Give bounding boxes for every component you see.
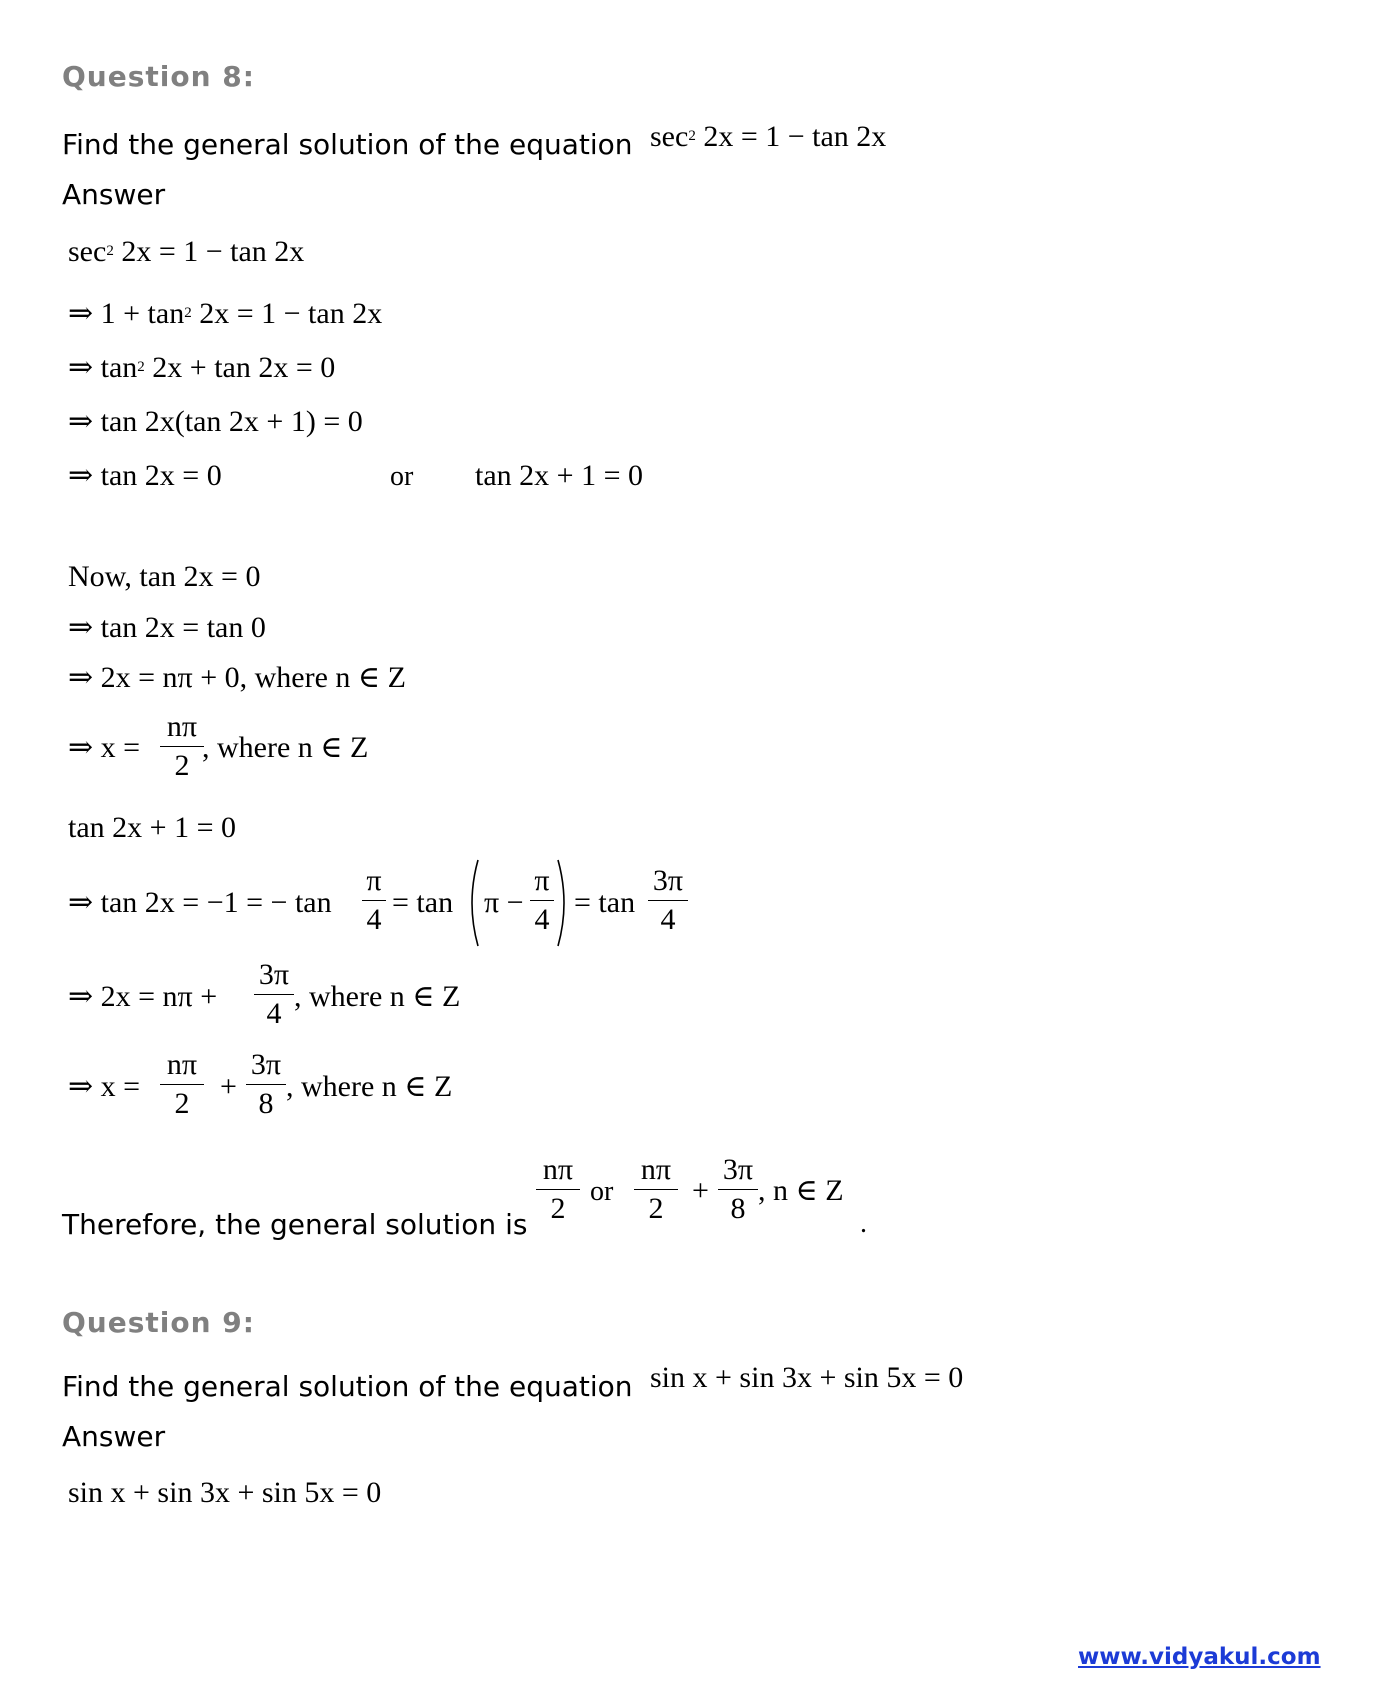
q8-conclusion-period: . (860, 1208, 867, 1239)
q8-step-10-fraction-2: π 4 (530, 866, 554, 935)
question-9-prompt-equation: sin x + sin 3x + sin 5x = 0 (650, 1361, 964, 1394)
q9-step-1: sin x + sin 3x + sin 5x = 0 (68, 1476, 382, 1509)
q8-step-5-second: tan 2x + 1 = 0 (475, 459, 643, 492)
q8-step-1: $\sec^2 2x = 1 - \tan 2x$ (68, 235, 305, 268)
q8-step-4: ⇒ tan 2x(tan 2x + 1) = 0 (68, 405, 363, 438)
question-8-title: Question 8: (62, 60, 255, 93)
left-parenthesis-icon (466, 858, 480, 948)
q8-step-3: ⇒ $\tan^2 2x + \tan 2x = 0$ (68, 351, 336, 384)
q8-step-9: tan 2x + 1 = 0 (68, 811, 236, 844)
q8-step-8-lhs: ⇒ x = (68, 731, 141, 764)
q8-step-10-lhs: ⇒ tan 2x = −1 = − tan (68, 886, 332, 919)
q8-step-7: ⇒ 2x = nπ + 0, where n ∈ Z (68, 661, 406, 694)
q8-step-8-rhs: , where n ∈ Z (202, 731, 369, 764)
q8-conclusion-tail: , n ∈ Z (758, 1174, 844, 1207)
q8-step-10-fraction-3: 3π 4 (648, 866, 688, 935)
q8-step-12-lhs: ⇒ x = (68, 1070, 141, 1103)
q8-conclusion-fraction-1: nπ 2 (536, 1155, 580, 1224)
website-link[interactable]: www.vidyakul.com (1078, 1644, 1321, 1670)
fraction-denominator: 2 (174, 749, 190, 782)
question-9-answer-label: Answer (62, 1420, 166, 1453)
q8-step-6: ⇒ tan 2x = tan 0 (68, 611, 266, 644)
q8-conclusion-text: Therefore, the general solution is (62, 1208, 528, 1241)
question-8-prompt-equation: $\sec^2 2x = 1 - \tan 2x$ (650, 120, 887, 153)
q8-step-10-pi-minus: π − (484, 886, 524, 919)
question-8-prompt: Find the general solution of the equation (62, 128, 633, 161)
q8-step-10-eq-tan: = tan (392, 886, 454, 919)
q8-conclusion-plus: + (692, 1174, 709, 1207)
q8-step-2: ⇒ $1 + \tan^2 2x = 1 - \tan 2x$ (68, 297, 383, 330)
right-parenthesis-icon (556, 858, 570, 948)
q8-step-11-lhs: ⇒ 2x = nπ + (68, 980, 218, 1013)
q8-step-12-plus: + (220, 1070, 237, 1103)
q8-step-12-rhs: , where n ∈ Z (286, 1070, 453, 1103)
q8-now-line: Now, tan 2x = 0 (68, 560, 261, 593)
fraction-numerator: nπ (166, 710, 198, 743)
q8-step-10-eq-tan-2: = tan (574, 886, 636, 919)
q8-conclusion-fraction-2: nπ 2 (634, 1155, 678, 1224)
q8-step-5: ⇒ tan 2x = 0 (68, 459, 222, 492)
q8-step-12-fraction-1: nπ 2 (160, 1050, 204, 1119)
q8-step-8-fraction (160, 712, 204, 781)
q8-conclusion-or: or (590, 1176, 614, 1207)
question-9-prompt: Find the general solution of the equation (62, 1370, 633, 1403)
question-9-title: Question 9: (62, 1306, 255, 1339)
q8-step-11-fraction: 3π 4 (254, 960, 294, 1029)
q8-step-5-or: or (390, 461, 414, 492)
q8-step-10-fraction-1: π 4 (362, 866, 386, 935)
q8-step-12-fraction-2: 3π 8 (246, 1050, 286, 1119)
question-8-answer-label: Answer (62, 178, 166, 211)
q8-step-11-rhs: , where n ∈ Z (294, 980, 461, 1013)
q8-conclusion-fraction-3: 3π 8 (718, 1155, 758, 1224)
